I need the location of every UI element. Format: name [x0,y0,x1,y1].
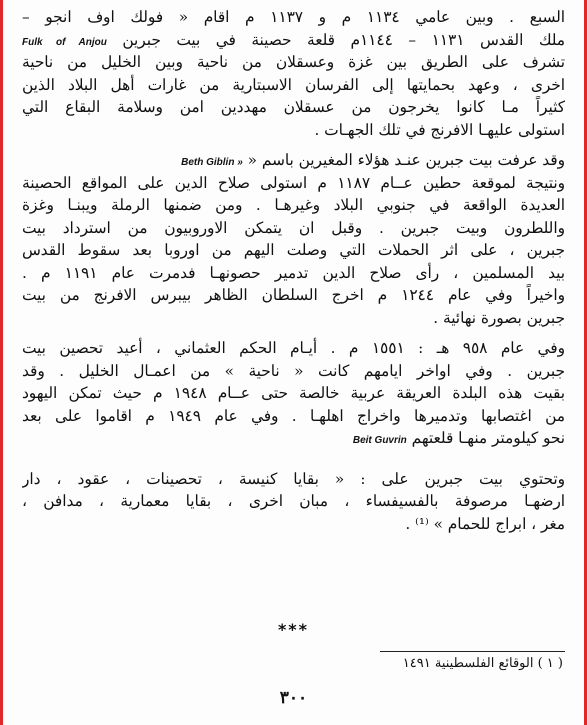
text-line-arabic: وقد عرفت بيت جبرين عنـد هؤلاء المغيرين باسم « [247,151,565,169]
latin-term: Beth Giblin » [181,157,243,168]
text-line: جبرين ، على اثر الحملات التي وصلت اليهم من اوروبا بعد سقوط القدس [22,241,565,259]
text-line: واخيراً وفي عام ١٢٤٤ م اخرج السلطان الظاهر بيبرس الافرنج من بيت [22,286,565,304]
text-line: بقيت هذه البلدة العريقة عربية خالصة حتى عــام ١٩٤٨ م حيث تمكن اليهود [22,384,565,402]
text-line: جبرين . وفي اواخر ايامهم كانت « ناحية » من اعمـال الخليل . وقد [22,361,565,380]
text-line: العديدة الواقعة في جنوبي البلاد وغيرهـا . ومن ضمنها الرملة ويبنـا وغزة [22,196,565,214]
section-separator: *** [277,620,310,639]
text-line: واللطرون وبيت جبرين . وقبل ان يتمكن الاوروبيون من استرداد بيت [22,218,565,237]
paragraph-2 [22,149,565,329]
page-number: ٣٠٠ [279,688,308,708]
text-line: وفي عام ٩٥٨ هـ : ١٥٥١ م . أيـام الحكم العثماني ، أعيد تحصين بيت [22,339,565,357]
text-line: بيد المسلمين ، رأى صلاح الدين تدمير حصونهـا فدمرت عام ١١٩١ م . [22,263,565,282]
text-line [22,29,565,52]
body-text [22,6,565,535]
text-line: ونتيجة لموقعة حطين عــام ١١٨٧ م استولى صلاح الدين على المواقع الحصينة [22,173,565,192]
text-line: مغر ، ابراج للحمام » ⁽¹⁾ . [405,514,565,533]
text-line: جبرين بصورة نهائية . [433,308,565,327]
paragraph-gap [22,450,565,468]
text-line: تشرف على الطريق بين غزة وعسقلان من ناحية وبين الخليل من ناحية [22,53,565,71]
footnote-rule [380,651,565,652]
paragraph-1 [22,6,565,141]
text-line-arabic: ملك القدس ١١٣١ – ١١٤٤م قلعة حصينة في بيت جبرين [122,30,565,49]
text-line: من اغتصابها وتدميرها واخراج اهلهـا . وفي عام ١٩٤٩ م اقاموا على بعد [22,406,565,425]
text-line: كثيراً مـا كانوا يخرجون من عسقلان مهددين امن وسلامة البقاع التي [22,98,565,116]
latin-term: Beit Guvrin [352,435,407,446]
text-line-arabic: نحو كيلومتر منهـا قلعتهم [411,429,565,447]
paragraph-gap [22,329,565,337]
text-line: اخرى ، وعهد بحمايتها إلى الفرسان الاسبتارية من غارات أهل البلاد الذين [22,75,565,94]
left-border [0,0,3,725]
text-line: السبع . وبين عامي ١١٣٤ م و ١١٣٧ م اقام « فولك اوف انجو – [22,8,565,26]
footnote: ( ١ ) الوقائع الفلسطينية ١٤٩١ [402,656,563,671]
paragraph-3 [22,337,565,450]
text-line: ارضهـا مرصوفة بالفسيفساء ، مبان اخرى ، بقايا معمارية ، مدافن ، [22,492,565,510]
text-line [22,427,565,450]
paragraph-4 [22,468,565,536]
text-line: وتحتوي بيت جبرين على : « بقايا كنيسة ، تحصينات ، عقود ، دار [22,469,565,488]
text-line: استولى عليهـا الافرنج في تلك الجهـات . [314,120,565,139]
latin-term: Fulk of Anjou [22,36,107,48]
text-line [22,149,565,172]
paragraph-gap [22,141,565,149]
